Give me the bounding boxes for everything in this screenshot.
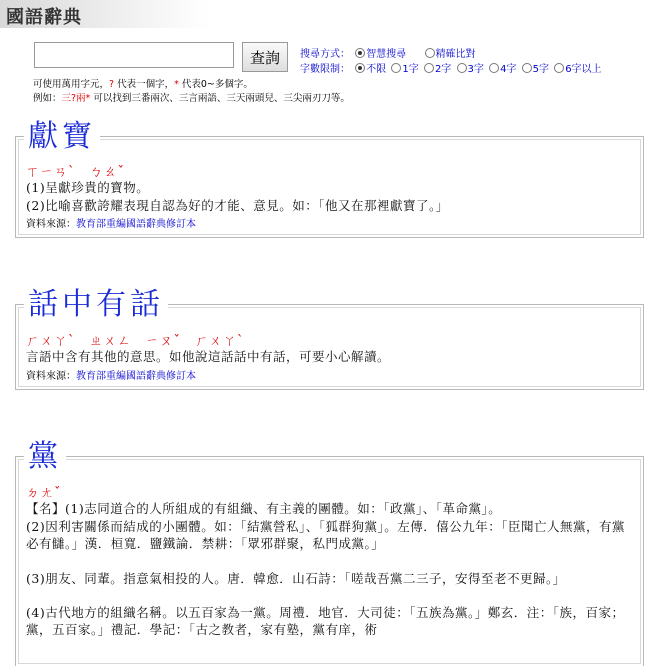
source-link[interactable]: 教育部重編國語辭典修訂本 xyxy=(76,219,196,230)
wildcard-hint: 可使用萬用字元，? 代表一個字，* 代表0~多個字。 xyxy=(33,79,253,90)
entry-word: 話中有話 xyxy=(24,285,168,325)
count-1-label: 1字 xyxy=(402,64,419,75)
radio-count-6plus[interactable] xyxy=(554,63,564,73)
entry-word: 獻寶 xyxy=(24,117,100,157)
char-count-label: 字數限制： xyxy=(300,64,350,75)
entry-zhuyin: ㄏㄨㄚˋ ㄓㄨㄥ ㄧㄡˇ ㄏㄨㄚˋ xyxy=(26,334,245,349)
entry-definition: 【名】(1)志同道合的人所組成的有組織、有主義的團體。如：「政黨」、「革命黨」。 xyxy=(26,501,502,516)
radio-exact-match[interactable] xyxy=(425,48,435,58)
entry-definition: (2)因利害關係而結成的小團體。如：「結黨營私」、「狐群狗黨」。左傳．僖公九年：「臣聞亡人無黨，有黨必有讎。」漢．桓寬．鹽鐵論．禁耕：「眾邪群聚，私門成黨。」 xyxy=(26,519,625,551)
entry-source: 資料來源：教育部重編國語辭典修訂本 xyxy=(26,371,196,382)
search-mode-row xyxy=(300,45,476,60)
radio-count-4[interactable] xyxy=(489,63,499,73)
search-button[interactable]: 查詢 xyxy=(242,42,288,72)
count-3-label: 3字 xyxy=(467,64,484,75)
exact-match-label: 精確比對 xyxy=(435,49,476,60)
entry-card xyxy=(15,119,644,238)
entry-definition: (4)古代地方的組織名稱。以五百家為一黨。周禮．地官．大司徒：「五族為黨。」鄭玄．注：「族，百家；黨，五百家。」禮記．學記：「古之教者，家有塾，黨有庠，術 xyxy=(26,605,625,637)
smart-search-label: 智慧搜尋 xyxy=(366,49,407,60)
count-5-label: 5字 xyxy=(532,64,549,75)
count-2-label: 2字 xyxy=(434,64,452,75)
radio-count-5[interactable] xyxy=(522,63,532,73)
radio-count-1[interactable] xyxy=(391,63,401,73)
entry-word: 黨 xyxy=(24,437,66,477)
entry-card xyxy=(15,287,644,390)
entry-card xyxy=(15,439,644,666)
entry-zhuyin: ㄒㄧㄢˋ ㄅㄠˇ xyxy=(26,165,126,180)
count-6plus-label: 6字以上 xyxy=(565,64,602,75)
wildcard-example: 例如：三?兩* 可以找到三番兩次、三言兩語、三天兩頭兒、三尖兩刃刀等。 xyxy=(33,93,350,104)
app-title: 國語辭典 xyxy=(6,7,82,28)
entry-definition: 言語中含有其他的意思。如他說這話話中有話，可要小心解讀。 xyxy=(26,349,391,364)
entry-definition: (3)朋友、同輩。指意氣相投的人。唐．韓愈．山石詩：「嗟哉吾黨二三子，安得至老不更歸。」 xyxy=(26,571,566,586)
search-input[interactable] xyxy=(34,42,234,68)
char-count-row xyxy=(300,60,602,75)
count-unlimited-label: 不限 xyxy=(366,64,387,75)
radio-count-unlimited[interactable] xyxy=(355,63,365,73)
entry-definition: (1)呈獻珍貴的寶物。 xyxy=(26,180,150,195)
app-title-bar xyxy=(0,0,210,28)
radio-smart-search[interactable] xyxy=(355,48,365,58)
entry-definition: (2)比喻喜歡誇耀表現自認為好的才能、意見。如：「他又在那裡獻寶了。」 xyxy=(26,198,449,213)
radio-count-2[interactable] xyxy=(424,63,434,73)
search-mode-label: 搜尋方式： xyxy=(300,49,350,60)
count-4-label: 4字 xyxy=(500,64,517,75)
entry-source: 資料來源：教育部重編國語辭典修訂本 xyxy=(26,219,196,230)
entry-zhuyin: ㄉㄤˇ xyxy=(26,486,62,501)
radio-count-3[interactable] xyxy=(457,63,467,73)
source-link[interactable]: 教育部重編國語辭典修訂本 xyxy=(76,371,196,382)
